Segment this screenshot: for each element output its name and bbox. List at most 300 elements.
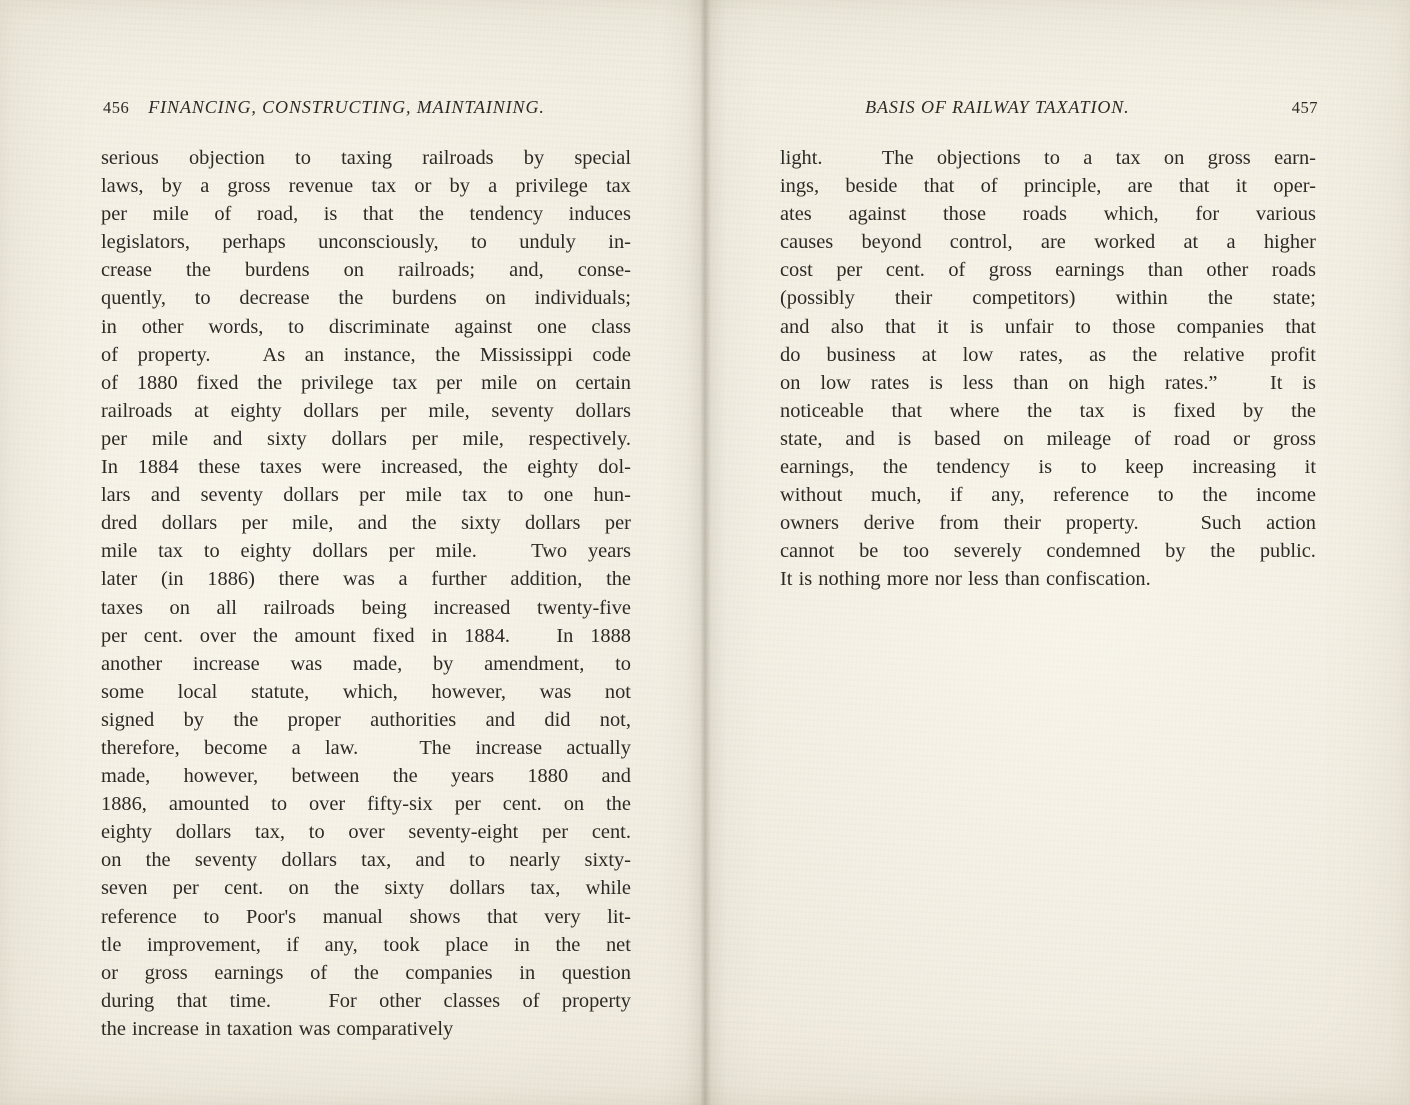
word: fixed <box>372 624 415 647</box>
word: perhaps <box>222 231 286 254</box>
word: where <box>949 399 1000 422</box>
word: seventy-eight <box>408 821 519 844</box>
word: increased <box>433 596 511 619</box>
word: per <box>388 540 415 563</box>
word: earnings <box>1055 259 1125 282</box>
word: the <box>186 259 211 282</box>
word: a <box>398 568 408 591</box>
word: owners <box>780 512 839 535</box>
right-page-number: 457 <box>1291 98 1318 117</box>
word: burdens <box>244 259 310 282</box>
word: the <box>606 568 631 591</box>
text-line <box>780 172 1316 200</box>
text-line <box>101 453 631 481</box>
word: tendency <box>469 203 544 226</box>
word: per <box>101 427 128 450</box>
word: very <box>544 905 581 928</box>
word: of <box>1134 427 1152 450</box>
word: therefore, <box>101 736 180 759</box>
sentence-gap <box>293 987 306 1015</box>
word: lars <box>101 484 131 507</box>
word: taxation <box>226 1017 293 1040</box>
text-line <box>780 509 1316 537</box>
word: law. <box>324 736 359 759</box>
text-line <box>101 200 631 228</box>
word: while <box>585 877 631 900</box>
word: one <box>543 484 574 507</box>
word: the <box>252 624 278 647</box>
word: relative <box>1183 343 1245 366</box>
word: is <box>1038 456 1053 479</box>
word: the <box>101 1017 126 1040</box>
word: local <box>177 680 218 703</box>
word: and <box>485 708 516 731</box>
word: addition, <box>510 568 583 591</box>
word: against <box>454 315 513 338</box>
word: if <box>286 933 299 956</box>
word: confiscation. <box>1045 568 1151 591</box>
text-line <box>101 313 631 341</box>
word: between <box>291 765 360 788</box>
left-running-head <box>103 97 633 123</box>
word: property. <box>137 343 211 366</box>
word: dollars <box>281 849 337 872</box>
text-line <box>101 622 631 650</box>
word: Poor's <box>245 905 297 928</box>
word: seventy <box>200 484 263 507</box>
text-line <box>101 931 631 959</box>
word: than <box>1004 568 1040 591</box>
word: serious <box>101 147 159 169</box>
word: to <box>615 652 631 675</box>
word: cent. <box>224 877 264 900</box>
word: against <box>848 203 907 226</box>
word: and <box>150 484 181 507</box>
word: dollars <box>283 484 339 507</box>
word: tax <box>1115 147 1141 169</box>
word: that <box>176 989 208 1012</box>
word: companies <box>1176 315 1264 338</box>
sentence-gap <box>382 734 395 762</box>
word: however, <box>183 765 259 788</box>
word: control, <box>949 231 1013 254</box>
word: to <box>203 540 220 563</box>
word: mileage <box>1046 427 1112 450</box>
word: severely <box>953 540 1022 563</box>
word: other <box>1206 259 1249 282</box>
word: In <box>101 456 118 479</box>
word: to <box>1157 484 1174 507</box>
word: the <box>419 203 444 226</box>
word: however, <box>431 680 506 703</box>
word: unconsciously, <box>318 231 439 254</box>
word: the <box>411 512 437 535</box>
word: over <box>308 793 346 816</box>
word: cent. <box>502 793 542 816</box>
word: earnings <box>214 961 284 984</box>
word: to <box>203 905 220 928</box>
word: a <box>200 175 210 198</box>
word: per <box>604 512 631 535</box>
word: that <box>487 905 518 928</box>
word: one <box>537 315 567 338</box>
sentence-gap <box>230 341 243 369</box>
word: dollars <box>175 821 232 844</box>
word: light. <box>780 147 823 169</box>
word: 1884. <box>464 624 511 647</box>
word: low <box>820 371 851 394</box>
word: increased, <box>380 456 463 479</box>
right-running-head <box>784 97 1318 123</box>
word: to <box>1044 147 1060 169</box>
word: privilege <box>301 371 374 394</box>
text-line <box>101 818 631 846</box>
word: the <box>1291 399 1316 422</box>
word: the <box>1132 343 1158 366</box>
text-line <box>780 481 1316 509</box>
word: at <box>921 343 937 366</box>
word: gross <box>1207 147 1251 169</box>
word: tax <box>371 175 397 198</box>
word: amendment, <box>484 652 585 675</box>
word: of <box>101 371 118 394</box>
word: the <box>1207 287 1233 310</box>
word: by <box>1165 540 1186 563</box>
word: the <box>233 708 259 731</box>
word: too <box>903 540 930 563</box>
word: those <box>942 203 987 226</box>
word: is <box>929 371 943 394</box>
word: various <box>1255 203 1316 226</box>
word: sixty <box>267 427 307 450</box>
word: if <box>950 484 963 507</box>
word: in <box>204 1017 221 1040</box>
word: mile <box>481 371 518 394</box>
text-line <box>101 228 631 256</box>
word: is <box>323 203 338 226</box>
text-line <box>101 706 631 734</box>
text-line <box>101 172 631 200</box>
word: be <box>859 540 879 563</box>
word: rates, <box>1019 343 1063 366</box>
word: the <box>334 877 360 900</box>
word: than <box>1147 259 1183 282</box>
word: class <box>591 315 631 338</box>
word: lit- <box>607 905 631 928</box>
word: the <box>482 456 508 479</box>
word: revenue <box>288 175 354 198</box>
word: increase <box>192 652 260 675</box>
word: (possibly <box>780 287 855 310</box>
word: other <box>379 989 422 1012</box>
word: seventy <box>491 399 554 422</box>
word: or <box>414 175 432 198</box>
word: increasing <box>1192 456 1277 479</box>
word: on <box>780 371 801 394</box>
word: eighty <box>230 399 282 422</box>
word: the <box>353 961 379 984</box>
word: was <box>539 680 572 703</box>
word: road <box>1173 427 1211 450</box>
word: dollars <box>303 399 359 422</box>
word: ates <box>780 203 812 226</box>
word: higher <box>1263 231 1316 254</box>
word: it <box>1304 456 1316 479</box>
word: fifty-six <box>367 793 433 816</box>
word: 1880 <box>136 371 178 394</box>
word: their <box>1003 512 1041 535</box>
word: rates <box>870 371 910 394</box>
word: per <box>436 371 463 394</box>
text-line <box>101 144 631 172</box>
word: is <box>897 427 912 450</box>
word: mile <box>151 427 189 450</box>
text-line <box>101 594 631 622</box>
word: tax, <box>255 821 286 844</box>
word: did <box>544 708 571 731</box>
word: improvement, <box>147 933 261 956</box>
word: per <box>411 427 438 450</box>
text-line <box>101 509 631 537</box>
word: fixed <box>1173 399 1216 422</box>
word: for <box>1195 203 1220 226</box>
word: privilege <box>515 175 588 198</box>
word: those <box>1112 315 1156 338</box>
word: dollars <box>312 540 368 563</box>
word: tax <box>158 540 183 563</box>
word: the <box>338 287 364 310</box>
word: is <box>1132 399 1146 422</box>
text-line <box>101 874 631 902</box>
word: per <box>101 624 128 647</box>
word: companies <box>405 961 493 984</box>
word: oper- <box>1273 175 1316 198</box>
word: The <box>881 147 914 169</box>
word: earnings, <box>780 456 855 479</box>
word: the <box>392 765 418 788</box>
word: made, <box>101 765 151 788</box>
word: per <box>101 203 128 226</box>
word: seven <box>101 877 148 900</box>
word: by <box>449 175 470 198</box>
word: it <box>937 315 949 338</box>
word: roads <box>1022 203 1067 226</box>
word: are <box>1127 175 1153 198</box>
word: increase <box>475 736 543 759</box>
text-line <box>780 369 1316 397</box>
word: unfair <box>1004 315 1054 338</box>
word: hun- <box>593 484 631 507</box>
word: that <box>1285 315 1316 338</box>
word: public. <box>1259 540 1316 563</box>
word: mile, <box>292 512 334 535</box>
word: do <box>780 343 801 366</box>
word: to <box>1074 315 1091 338</box>
text-line <box>101 987 631 1015</box>
word: fixed <box>196 371 239 394</box>
word: dollars <box>331 427 387 450</box>
word: a <box>291 736 301 759</box>
word: 1888 <box>590 624 631 647</box>
word: or <box>1233 427 1251 450</box>
text-line <box>101 284 631 312</box>
word: on <box>1068 371 1089 394</box>
word: was <box>290 652 323 675</box>
text-line <box>780 425 1316 453</box>
left-page-number: 456 <box>103 98 130 117</box>
text-line <box>101 650 631 678</box>
word: of <box>980 175 998 198</box>
word: authorities <box>370 708 457 731</box>
word: to <box>308 821 325 844</box>
word: worked <box>1094 231 1156 254</box>
word: 1880 <box>527 765 569 788</box>
word: on <box>563 793 585 816</box>
word: is <box>798 568 813 591</box>
word: nearly <box>509 849 561 872</box>
word: and, <box>509 259 544 282</box>
word: which, <box>1103 203 1159 226</box>
word: crease <box>101 259 152 282</box>
word: legislators, <box>101 231 190 254</box>
word: nothing <box>818 568 881 591</box>
text-line <box>101 565 631 593</box>
word: an <box>304 343 325 366</box>
word: in- <box>608 231 631 254</box>
word: by <box>432 652 454 675</box>
word: on <box>101 849 122 872</box>
word: railroads <box>101 399 173 422</box>
word: at <box>1183 231 1199 254</box>
word: beside <box>845 175 898 198</box>
word: and <box>415 849 445 872</box>
word: profit <box>1270 343 1316 366</box>
word: or <box>101 961 118 984</box>
word: the <box>606 793 631 816</box>
word: burdens <box>392 287 457 310</box>
sentence-gap <box>527 622 540 650</box>
word: decrease <box>239 287 310 310</box>
word: more <box>886 568 929 591</box>
word: gross <box>144 961 188 984</box>
word: classes <box>443 989 501 1012</box>
word: proper <box>287 708 341 731</box>
word: tax <box>392 371 418 394</box>
word: mile, <box>462 427 504 450</box>
text-line <box>780 537 1316 565</box>
word: gross <box>988 259 1032 282</box>
word: to <box>470 231 487 254</box>
word: roads <box>1271 259 1316 282</box>
text-line <box>101 341 631 369</box>
word: causes <box>780 231 834 254</box>
word: that <box>1178 175 1210 198</box>
word: ings, <box>780 175 820 198</box>
word: amounted <box>168 793 250 816</box>
word: per <box>454 793 481 816</box>
word: per <box>241 512 268 535</box>
word: It <box>1269 371 1283 394</box>
word: signed <box>101 708 155 731</box>
word: on <box>288 877 309 900</box>
word: the <box>257 371 283 394</box>
word: cost <box>780 259 813 282</box>
text-line <box>780 256 1316 284</box>
word: another <box>101 652 163 675</box>
word: induces <box>568 203 631 226</box>
word: is <box>1302 371 1316 394</box>
word: other <box>141 315 184 338</box>
text-line <box>101 425 631 453</box>
word: respectively. <box>528 427 631 450</box>
word: the <box>882 456 908 479</box>
word: seventy <box>194 849 258 872</box>
word: The <box>419 736 452 759</box>
word: per <box>380 399 407 422</box>
word: tle <box>101 933 122 956</box>
word: objections <box>936 147 1021 169</box>
word: from <box>939 512 979 535</box>
word: actually <box>566 736 631 759</box>
word: of <box>101 343 118 366</box>
word: rates.” <box>1164 371 1218 394</box>
word: on <box>485 287 506 310</box>
word: less <box>968 568 999 591</box>
word: cent. <box>591 821 631 844</box>
word: As <box>262 343 286 366</box>
word: per <box>359 484 386 507</box>
word: of <box>310 961 328 984</box>
word: on <box>1003 427 1024 450</box>
word: to <box>507 484 524 507</box>
text-line <box>101 846 631 874</box>
word: road, <box>256 203 299 226</box>
word: all <box>216 596 237 619</box>
word: 1886, <box>101 793 147 816</box>
word: eighty <box>527 456 579 479</box>
word: of <box>948 259 966 282</box>
word: in <box>519 961 536 984</box>
word: are <box>1040 231 1066 254</box>
word: earn- <box>1274 147 1316 169</box>
word: noticeable <box>780 399 864 422</box>
word: years <box>587 540 631 563</box>
word: special <box>574 147 631 169</box>
word: that <box>885 315 916 338</box>
word: certain <box>575 371 631 394</box>
word: cent. <box>885 259 925 282</box>
sentence-gap <box>498 537 511 565</box>
word: the <box>1210 540 1236 563</box>
word: than <box>1013 371 1049 394</box>
word: gross <box>227 175 271 198</box>
word: comparatively <box>336 1017 454 1040</box>
word: on <box>536 371 557 394</box>
text-line <box>101 734 631 762</box>
word: low <box>962 343 994 366</box>
word: (in <box>160 568 184 591</box>
word: the <box>435 343 461 366</box>
word: on <box>169 596 190 619</box>
text-line <box>780 284 1316 312</box>
word: time. <box>229 989 271 1012</box>
word: sixty- <box>584 849 631 872</box>
word: dollars <box>575 399 631 422</box>
word: as <box>1089 343 1107 366</box>
word: based <box>934 427 981 450</box>
word: on <box>1163 147 1185 169</box>
word: dollars <box>161 512 218 535</box>
